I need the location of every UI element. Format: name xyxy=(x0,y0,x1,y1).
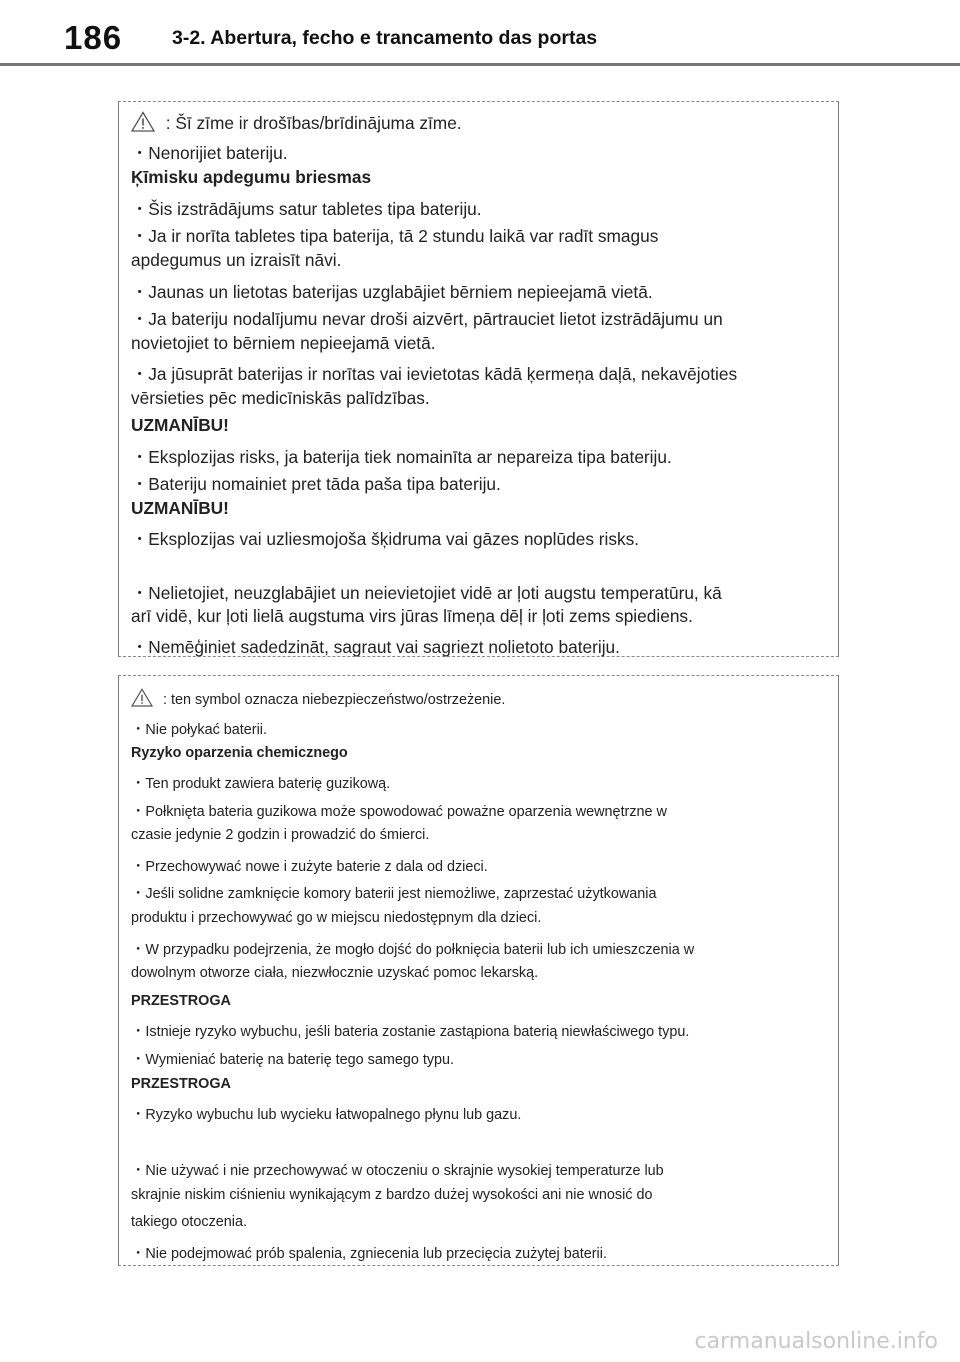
polish-caution-heading: PRZESTROGA xyxy=(131,993,231,1009)
warning-triangle-icon xyxy=(131,688,153,707)
latvian-line: ・Nenorijiet bateriju. xyxy=(131,143,288,163)
polish-line: : ten symbol oznacza niebezpieczeństwo/ostrzeżenie. xyxy=(159,692,506,708)
latvian-line: ・Ja bateriju nodalījumu nevar droši aizvērt, pārtrauciet lietot izstrādājumu un xyxy=(131,309,723,329)
polish-line: ・Przechowywać nowe i zużyte baterie z dala od dzieci. xyxy=(131,859,488,875)
latvian-symbol-line xyxy=(131,111,462,134)
polish-line: dowolnym otworze ciała, niezwłocznie uzyskać pomoc lekarską. xyxy=(131,965,539,981)
latvian-caution-heading: UZMANĪBU! xyxy=(131,415,229,435)
latvian-line: novietojiet to bērniem nepieejamā vietā. xyxy=(131,333,436,353)
latvian-line: ・Nemēģiniet sadedzināt, sagraut vai sagriezt nolietoto bateriju. xyxy=(131,637,620,657)
latvian-line: ・Nelietojiet, neuzglabājiet un neievietojiet vidē ar ļoti augstu temperatūru, kā xyxy=(131,583,722,603)
latvian-warning-box xyxy=(118,101,839,657)
polish-caution-heading: PRZESTROGA xyxy=(131,1076,231,1092)
polish-line: ・Nie połykać baterii. xyxy=(131,722,267,738)
latvian-line: ・Jaunas un lietotas baterijas uzglabājiet bērniem nepieejamā vietā. xyxy=(131,282,653,302)
polish-symbol-line xyxy=(131,688,505,708)
polish-line: skrajnie niskim ciśnieniu wynikającym z bardzo dużej wysokości ani nie wnosić do xyxy=(131,1187,653,1203)
latvian-line: vērsieties pēc medicīniskās palīdzības. xyxy=(131,388,430,408)
polish-line: ・Ten produkt zawiera baterię guzikową. xyxy=(131,776,391,792)
warning-triangle-icon xyxy=(131,111,155,132)
latvian-line: ・Ja ir norīta tabletes tipa baterija, tā 2 stundu laikā var radīt smagus xyxy=(131,226,659,246)
latvian-heading: Ķīmisku apdegumu briesmas xyxy=(131,167,372,187)
latvian-line: : Šī zīme ir drošības/brīdinājuma zīme. xyxy=(161,113,462,133)
page-header xyxy=(0,0,960,68)
latvian-caution-heading: UZMANĪBU! xyxy=(131,498,229,518)
polish-line: ・Ryzyko wybuchu lub wycieku łatwopalnego płynu lub gazu. xyxy=(131,1107,522,1123)
latvian-line: ・Bateriju nomainiet pret tāda paša tipa bateriju. xyxy=(131,474,501,494)
latvian-line: ・Ja jūsuprāt baterijas ir norītas vai ievietotas kādā ķermeņa daļā, nekavējoties xyxy=(131,364,738,384)
header-divider xyxy=(0,63,960,66)
polish-line: ・Wymieniać baterię na baterię tego samego typu. xyxy=(131,1052,455,1068)
polish-line: czasie jedynie 2 godzin i prowadzić do śmierci. xyxy=(131,827,430,843)
polish-heading: Ryzyko oparzenia chemicznego xyxy=(131,745,348,761)
polish-line: ・Połknięta bateria guzikowa może spowodować poważne oparzenia wewnętrzne w xyxy=(131,804,667,820)
latvian-line: ・Šis izstrādājums satur tabletes tipa bateriju. xyxy=(131,199,482,219)
latvian-line: apdegumus un izraisīt nāvi. xyxy=(131,250,342,270)
polish-line: ・Jeśli solidne zamknięcie komory baterii jest niemożliwe, zaprzestać użytkowania xyxy=(131,886,657,902)
polish-line: produktu i przechowywać go w miejscu niedostępnym dla dzieci. xyxy=(131,910,542,926)
polish-line: ・Nie używać i nie przechowywać w otoczeniu o skrajnie wysokiej temperaturze lub xyxy=(131,1163,664,1179)
polish-line: ・Istnieje ryzyko wybuchu, jeśli bateria zostanie zastąpiona baterią niewłaściwego typu. xyxy=(131,1024,690,1040)
polish-line: ・Nie podejmować prób spalenia, zgniecenia lub przecięcia zużytej baterii. xyxy=(131,1246,607,1262)
latvian-line: ・Eksplozijas risks, ja baterija tiek nomainīta ar nepareiza tipa bateriju. xyxy=(131,447,672,467)
polish-warning-box xyxy=(118,675,839,1266)
polish-line: takiego otoczenia. xyxy=(131,1214,248,1230)
latvian-line: arī vidē, kur ļoti lielā augstuma virs jūras līmeņa dēļ ir ļoti zems spiediens. xyxy=(131,606,693,626)
latvian-line: ・Eksplozijas vai uzliesmojoša šķidruma vai gāzes noplūdes risks. xyxy=(131,529,640,549)
polish-line: ・W przypadku podejrzenia, że mogło dojść do połknięcia baterii lub ich umieszczenia w xyxy=(131,942,695,958)
page-number: 186 xyxy=(64,19,123,56)
section-title: 3-2. Abertura, fecho e trancamento das portas xyxy=(172,27,598,49)
site-watermark: carmanualsonline.info xyxy=(694,1329,938,1354)
